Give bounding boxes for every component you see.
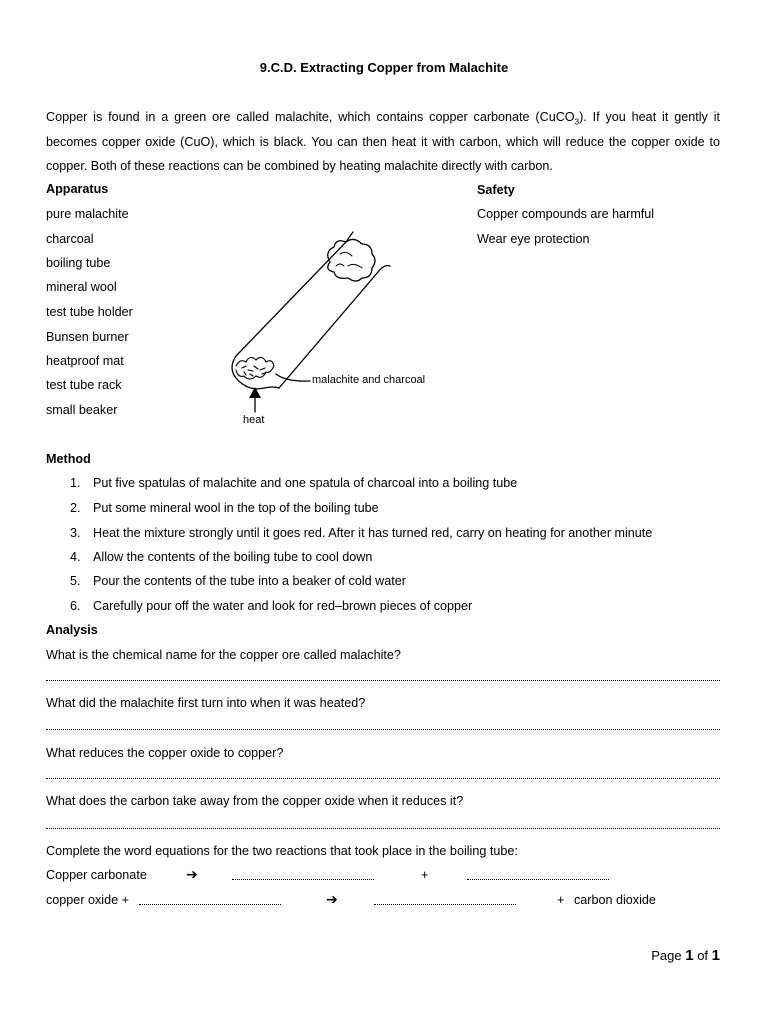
question-4: What does the carbon take away from the copper oxide when it reduces it? xyxy=(46,794,464,808)
step-number: 2. xyxy=(70,501,81,515)
page-number xyxy=(651,947,720,964)
intro-text-part2: ). If you heat it gently it becomes copper oxide (CuO), which is black. You can then heat it with carbon, which will reduce the copper oxide to copper. Both of these reactions can be combined by heating malachite directly with carbon. xyxy=(46,110,721,173)
eq1-arrow-icon: ➔ xyxy=(186,866,198,882)
step-text: Put five spatulas of malachite and one spatula of charcoal into a boiling tube xyxy=(93,476,518,490)
page-current: 1 xyxy=(685,947,694,964)
boiling-tube-diagram xyxy=(222,222,462,434)
apparatus-item: boiling tube xyxy=(46,256,111,270)
method-heading: Method xyxy=(46,452,91,466)
eq2-arrow-icon: ➔ xyxy=(326,891,338,907)
question-1: What is the chemical name for the copper ore called malachite? xyxy=(46,648,401,662)
mixture-label: malachite and charcoal xyxy=(312,374,426,386)
eq2-blank-2[interactable] xyxy=(374,904,516,905)
safety-heading: Safety xyxy=(477,183,515,197)
of-word: of xyxy=(693,948,712,963)
step-number: 4. xyxy=(70,550,81,564)
tube-lower-wall xyxy=(279,266,390,388)
mineral-wool xyxy=(328,239,375,281)
step-text: Allow the contents of the boiling tube to cool down xyxy=(93,550,373,564)
page-title: 9.C.D. Extracting Copper from Malachite xyxy=(259,60,509,75)
eq1-plus: + xyxy=(421,868,429,882)
analysis-heading: Analysis xyxy=(46,623,98,637)
step-number: 3. xyxy=(70,526,81,540)
label-leader-line xyxy=(276,374,310,381)
answer-line-4[interactable] xyxy=(46,828,720,829)
apparatus-item: mineral wool xyxy=(46,280,117,294)
eq2-reactant: copper oxide + xyxy=(46,893,129,907)
eq2-blank-1[interactable] xyxy=(139,904,281,905)
step-text: Put some mineral wool in the top of the boiling tube xyxy=(93,501,379,515)
eq2-product: carbon dioxide xyxy=(574,893,656,907)
apparatus-item: Bunsen burner xyxy=(46,330,129,344)
eq1-blank-2[interactable] xyxy=(467,879,609,880)
tube-bottom xyxy=(232,356,279,389)
tube-upper-wall xyxy=(236,232,353,356)
answer-line-2[interactable] xyxy=(46,729,720,730)
answer-line-1[interactable] xyxy=(46,680,720,681)
safety-item: Wear eye protection xyxy=(477,232,590,246)
safety-item: Copper compounds are harmful xyxy=(477,207,655,221)
eq1-reactant: Copper carbonate xyxy=(46,868,147,882)
equations-prompt: Complete the word equations for the two reactions that took place in the boiling tube: xyxy=(46,844,518,858)
apparatus-item: test tube rack xyxy=(46,378,122,392)
intro-text-part1: Copper is found in a green ore called malachite, which contains copper carbonate (CuCO xyxy=(46,110,575,124)
page-word: Page xyxy=(651,948,686,963)
step-text: Heat the mixture strongly until it goes red. After it has turned red, carry on heating for another minute xyxy=(93,526,653,540)
intro-paragraph xyxy=(46,105,720,179)
question-2: What did the malachite first turn into when it was heated? xyxy=(46,696,366,710)
step-text: Carefully pour off the water and look for red–brown pieces of copper xyxy=(93,599,473,613)
intro-subscript: 3 xyxy=(574,117,580,127)
apparatus-item: heatproof mat xyxy=(46,354,124,368)
heat-label: heat xyxy=(243,414,265,426)
step-number: 5. xyxy=(70,574,81,588)
step-text: Pour the contents of the tube into a beaker of cold water xyxy=(93,574,406,588)
answer-line-3[interactable] xyxy=(46,778,720,779)
eq2-plus: + xyxy=(557,893,565,907)
question-3: What reduces the copper oxide to copper? xyxy=(46,746,284,760)
page-total: 1 xyxy=(711,947,720,964)
boiling-tube-drawing xyxy=(222,222,462,434)
step-number: 1. xyxy=(70,476,81,490)
apparatus-item: small beaker xyxy=(46,403,118,417)
step-number: 6. xyxy=(70,599,81,613)
apparatus-item: charcoal xyxy=(46,232,94,246)
apparatus-item: pure malachite xyxy=(46,207,129,221)
eq1-blank-1[interactable] xyxy=(232,879,374,880)
apparatus-item: test tube holder xyxy=(46,305,133,319)
apparatus-heading: Apparatus xyxy=(46,182,109,196)
